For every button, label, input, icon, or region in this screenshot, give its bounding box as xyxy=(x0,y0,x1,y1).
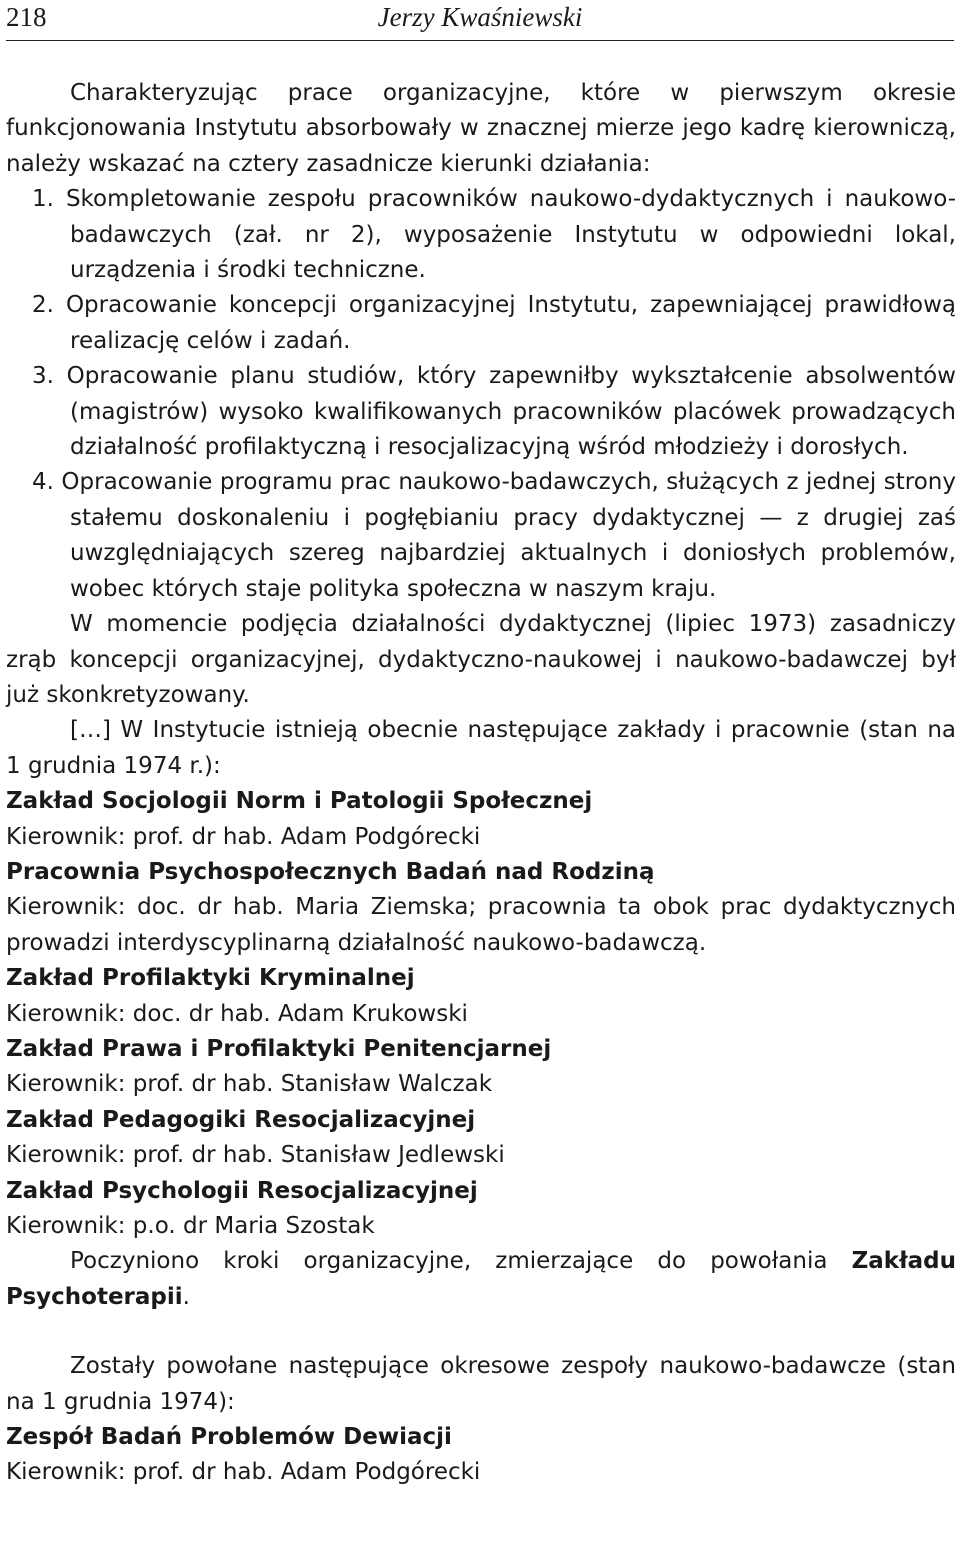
team-head: Kierownik: prof. dr hab. Adam Podgórecki xyxy=(6,1459,481,1486)
list-item: 4. Opracowanie programu prac naukowo-badawczych, służących z jednej strony stałemu doskonaleniu i pogłębianiu pracy dydaktycznej — z drugiej zaś uwzględniających szereg najbardziej aktualnych i doniosłych problemów, wobec których staje polityka społeczna w naszym kraju. xyxy=(32,469,956,602)
page-number: 218 xyxy=(6,2,47,32)
unit-head: Kierownik: doc. dr hab. Adam Krukowski xyxy=(6,1000,468,1027)
steps-text: Poczyniono kroki organizacyjne, zmierzające do powołania xyxy=(70,1248,852,1275)
paragraph-moment: W momencie podjęcia działalności dydaktycznej (lipiec 1973) zasadniczy zrąb koncepcji organizacyjnej, dydaktyczno-naukowej i naukowo-badawczej był już skonkretyzowany. xyxy=(6,611,956,708)
team-name: Zespół Badań Problemów Dewiacji xyxy=(6,1424,452,1451)
page-body xyxy=(6,76,956,1491)
unit-name: Zakład Psychologii Resocjalizacyjnej xyxy=(6,1177,478,1204)
unit-head: Kierownik: prof. dr hab. Adam Podgórecki xyxy=(6,823,481,850)
paragraph-steps xyxy=(6,1244,956,1315)
steps-end: . xyxy=(182,1283,190,1310)
list-item: 2. Opracowanie koncepcji organizacyjnej Instytutu, zapewniającej prawidłową realizację celów i zadań. xyxy=(32,292,956,354)
unit-head: Kierownik: prof. dr hab. Stanisław Jedlewski xyxy=(6,1142,505,1169)
unit-name: Zakład Profilaktyki Kryminalnej xyxy=(6,965,415,992)
unit-head: Kierownik: prof. dr hab. Stanisław Walczak xyxy=(6,1071,493,1098)
paragraph-teams: Zostały powołane następujące okresowe zespoły naukowo-badawcze (stan na 1 grudnia 1974): xyxy=(6,1353,956,1415)
unit-name: Zakład Pedagogiki Resocjalizacyjnej xyxy=(6,1106,476,1133)
list-item: 1. Skompletowanie zespołu pracowników naukowo-dydaktycznych i naukowo-badawczych (zał. nr 2), wyposażenie Instytutu w odpowiedni lokal, urządzenia i środki techniczne. xyxy=(32,186,956,284)
unit-name: Zakład Socjologii Norm i Patologii Społecznej xyxy=(6,788,593,815)
steps-bold: Zakładu Psychoterapii xyxy=(6,1248,956,1310)
page-header xyxy=(6,0,954,41)
unit-name: Pracownia Psychospołecznych Badań nad Rodziną xyxy=(6,858,655,885)
unit-name: Zakład Prawa i Profilaktyki Penitencjarnej xyxy=(6,1035,552,1062)
spacer xyxy=(6,1315,956,1349)
unit-head: Kierownik: p.o. dr Maria Szostak xyxy=(6,1213,375,1239)
intro-paragraph: Charakteryzując prace organizacyjne, które w pierwszym okresie funkcjonowania Instytutu absorbowały w znacznej mierze jego kadrę kierowniczą, należy wskazać na cztery zasadnicze kierunki działania: xyxy=(6,80,956,177)
unit-head: Kierownik: doc. dr hab. Maria Ziemska; pracownia ta obok prac dydaktycznych prowadzi interdyscyplinarną działalność naukowo-badawczą. xyxy=(6,894,956,956)
list-item: 3. Opracowanie planu studiów, który zapewniłby wykształcenie absolwentów (magistrów) wysoko kwalifikowanych pracowników placówek prowadzących działalność profilaktyczną i resocjalizacyjną wśród młodzieży i dorosłych. xyxy=(32,363,956,461)
running-head: Jerzy Kwaśniewski xyxy=(377,2,583,32)
paragraph-units: […] W Instytucie istnieją obecnie następujące zakłady i pracownie (stan na 1 grudnia 1974 r.): xyxy=(6,717,956,779)
